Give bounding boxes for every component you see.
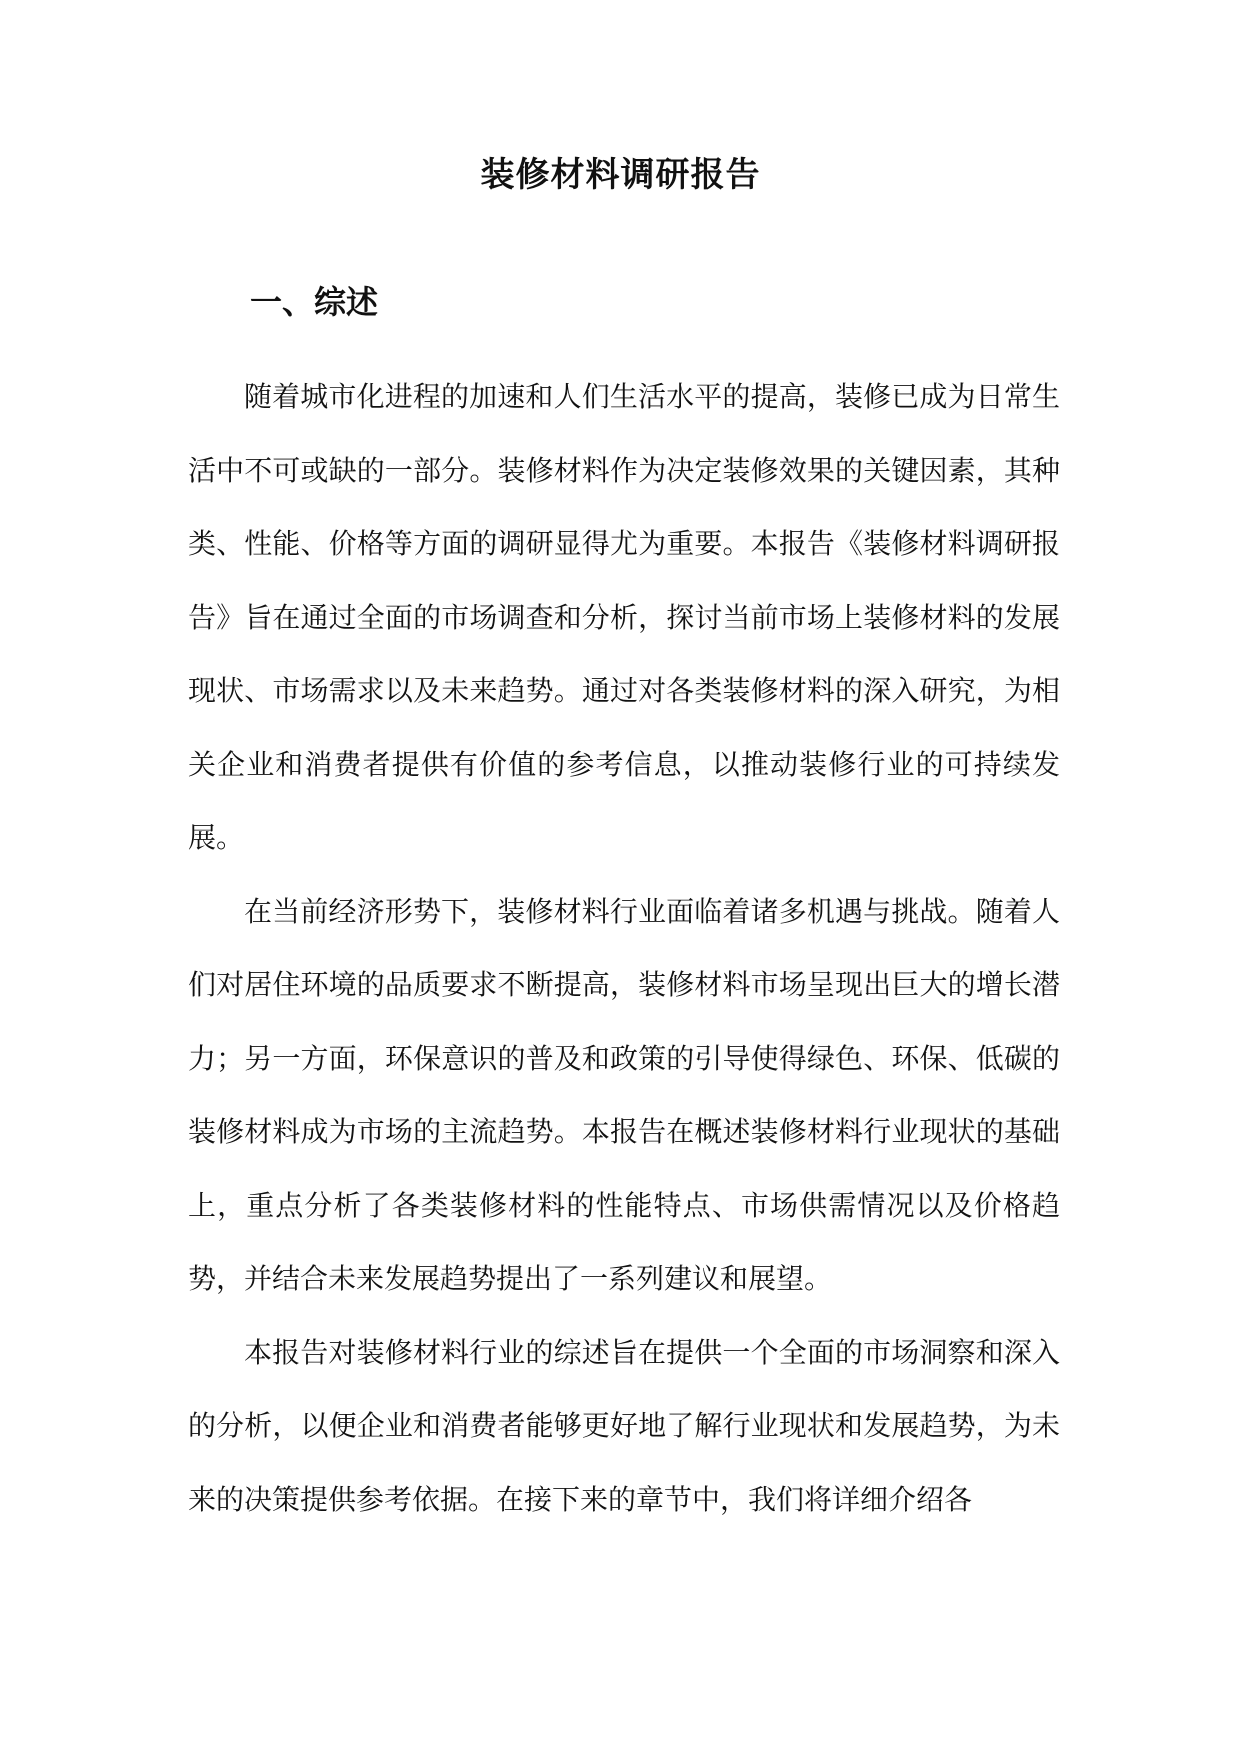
document-title: 装修材料调研报告 [480, 155, 761, 195]
paragraph: 随着城市化进程的加速和人们生活水平的提高，装修已成为日常生活中不可或缺的一部分。装修材料作为决定装修效果的关键因素，其种类、性能、价格等方面的调研显得尤为重要。本报告《装修材料调研报告》旨在通过全面的市场调查和分析，探讨当前市场上装修材料的发展现状、市场需求以及未来趋势。通过对各类装修材料的深入研究，为相关企业和消费者提供有价值的参考信息，以推动装修行业的可持续发展。 [188, 380, 1060, 854]
paragraph: 在当前经济形势下，装修材料行业面临着诸多机遇与挑战。随着人们对居住环境的品质要求不断提高，装修材料市场呈现出巨大的增长潜力；另一方面，环保意识的普及和政策的引导使得绿色、环保、低碳的装修材料成为市场的主流趋势。本报告在概述装修材料行业现状的基础上，重点分析了各类装修材料的性能特点、市场供需情况以及价格趋势，并结合未来发展趋势提出了一系列建议和展望。 [188, 894, 1060, 1295]
section-heading: 一、综述 [250, 283, 379, 321]
section-body [188, 360, 1060, 1536]
paragraph: 本报告对装修材料行业的综述旨在提供一个全面的市场洞察和深入的分析，以便企业和消费者能够更好地了解行业现状和发展趋势，为未来的决策提供参考依据。在接下来的章节中，我们将详细介绍各 [188, 1335, 1060, 1516]
